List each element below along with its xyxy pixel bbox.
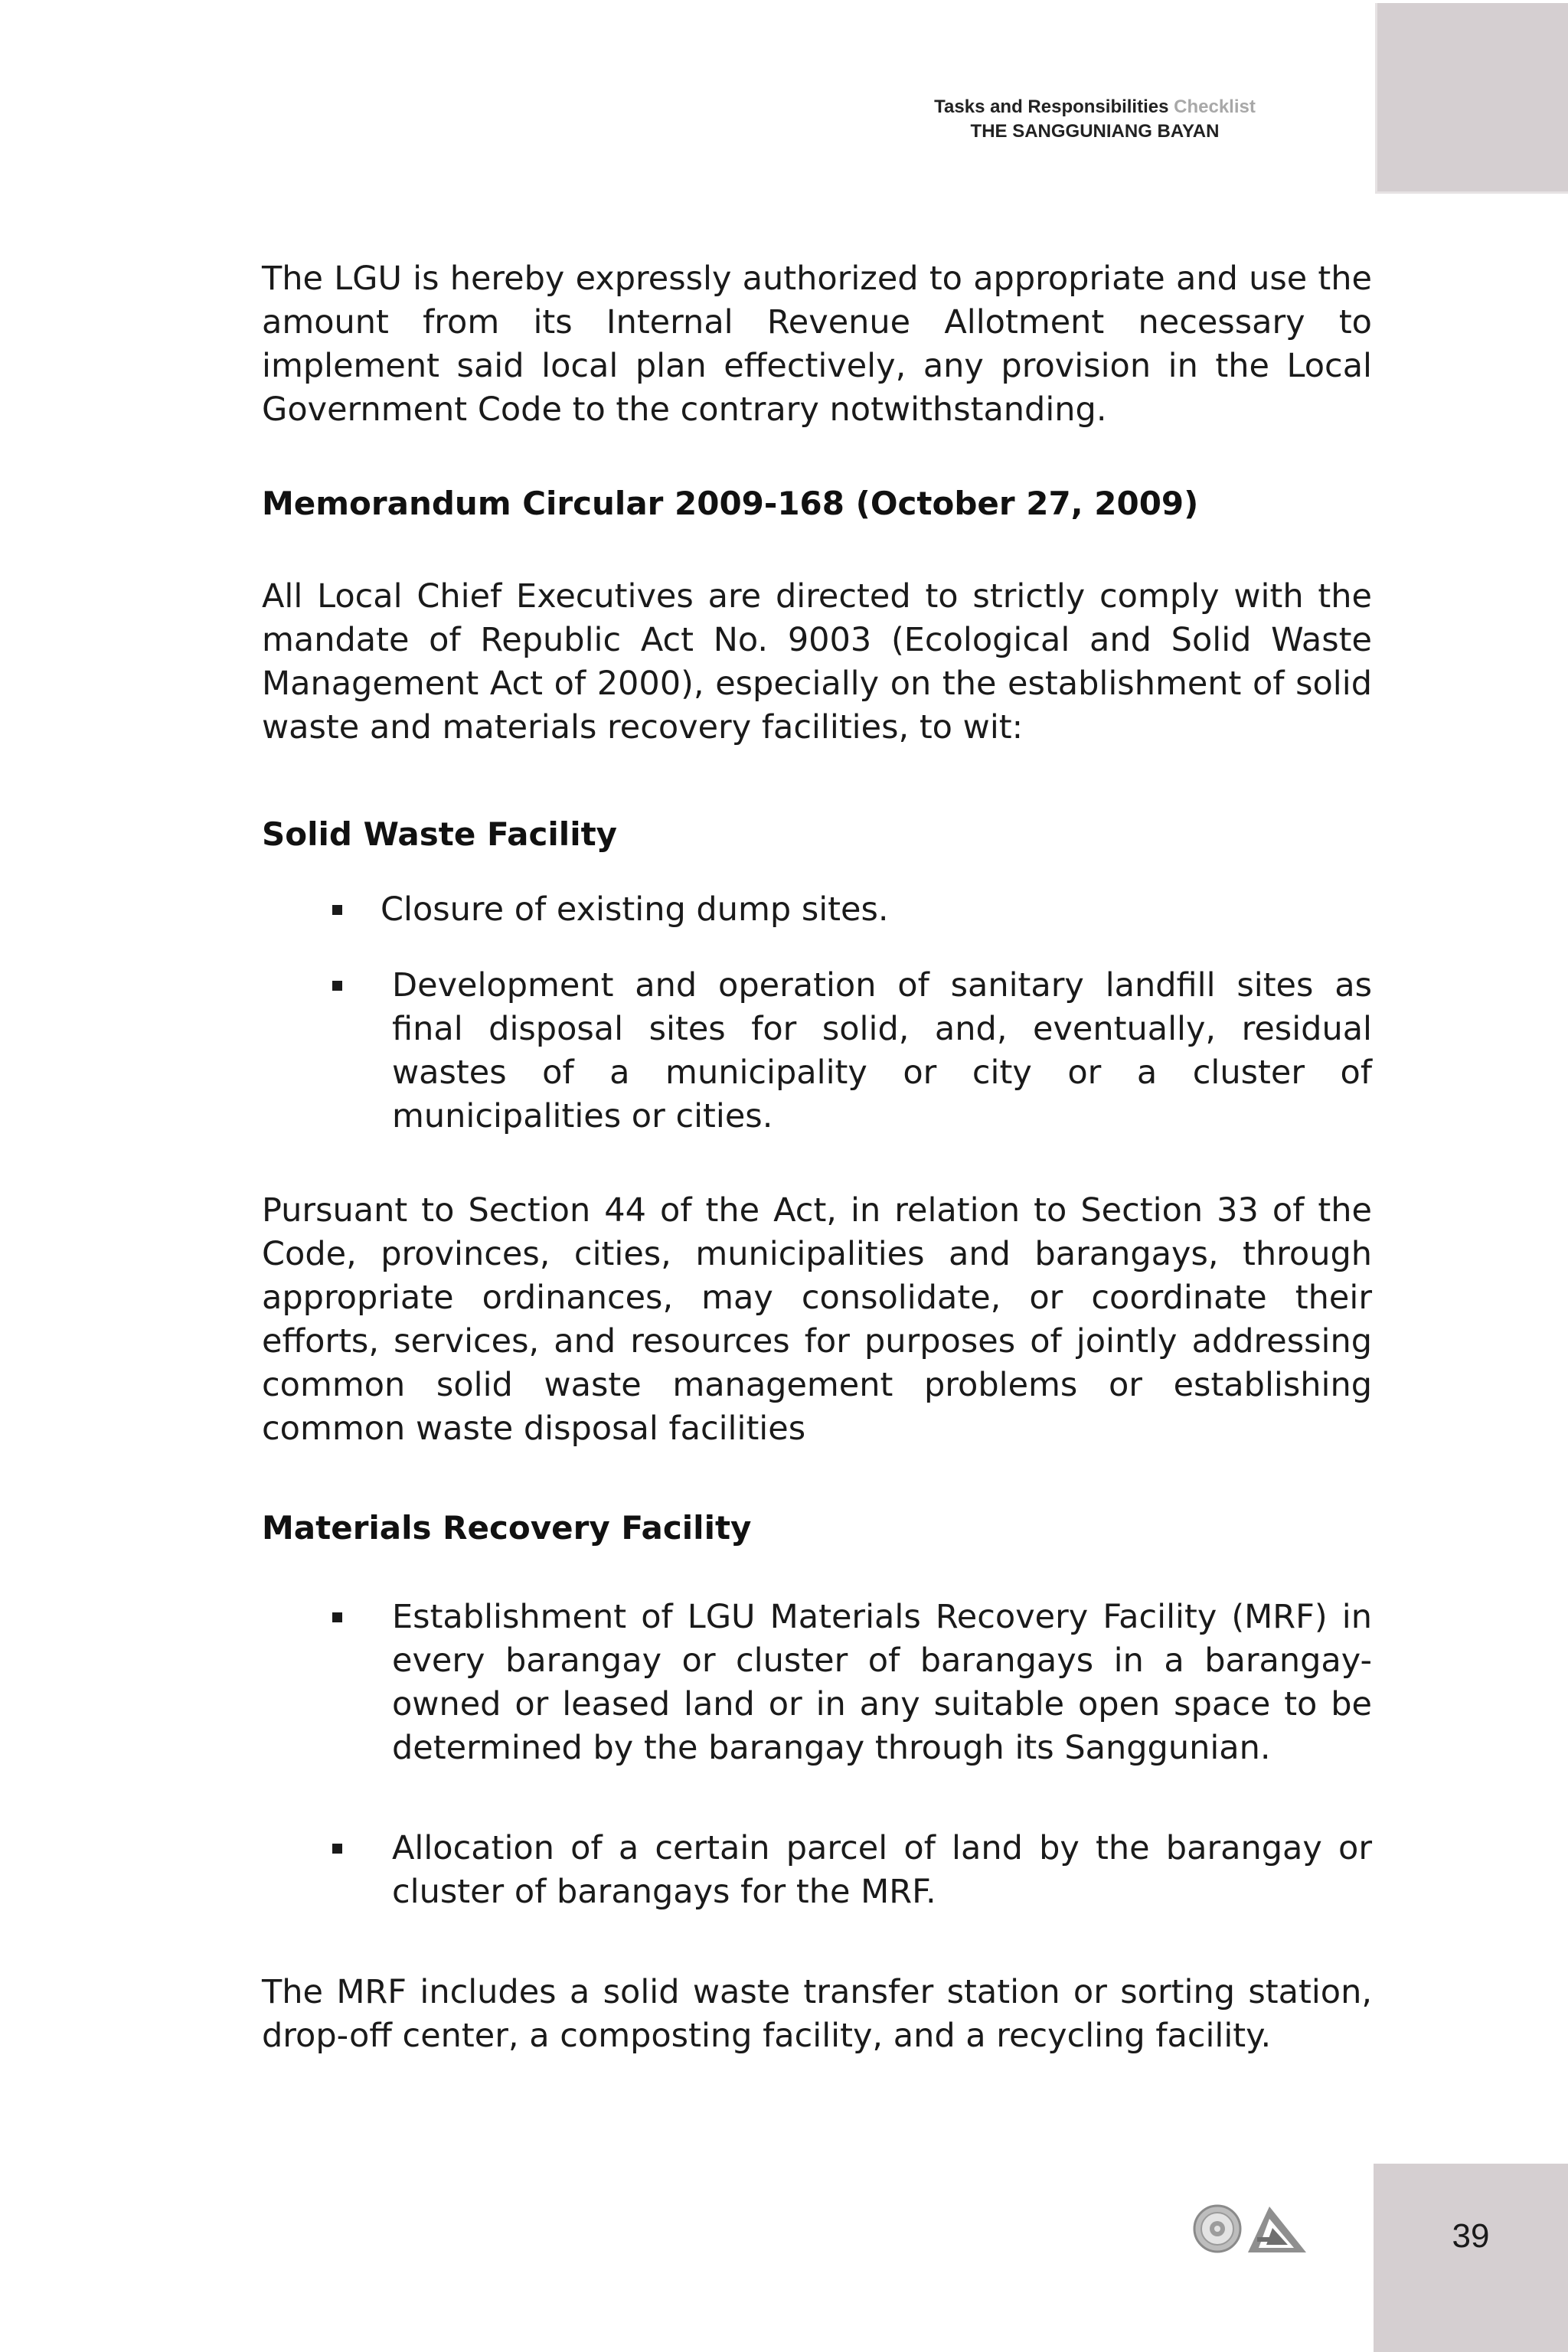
mrf-heading: Materials Recovery Facility [262,1509,752,1547]
pursuant-paragraph: Pursuant to Section 44 of the Act, in relation to Section 33 of the Code, provinces, cities, municipalities and barangays, through appropriate ordinances, may consolidate, or coordinate their efforts, services, and resources for purposes of jointly addressing common solid waste management problems or establishing common waste disposal facilities [262,1191,1372,1448]
list-item-text: Establishment of LGU Materials Recovery Facility (MRF) in every barangay or cluster of barangays in a barangay-owned or leased land or in any suitable open space to be determined by the barangay through its Sanggunian. [392,1598,1372,1767]
list-item-text: Closure of existing dump sites. [381,890,889,929]
square-bullet-icon [332,905,342,915]
corner-tab-top [1375,3,1568,194]
mrf-includes-paragraph: The MRF includes a solid waste transfer station or sorting station, drop-off center, a composting facility, and a recycling facility. [262,1973,1372,2055]
square-bullet-icon [332,981,342,991]
dilg-seal-icon [1194,2206,1240,2252]
lgu-authorization-paragraph: The LGU is hereby expressly authorized to appropriate and use the amount from its Internal Revenue Allotment necessary to implement said local plan effectively, any provision in the Local Government Code to the contrary notwithstanding. [262,260,1372,429]
square-bullet-icon [332,1844,342,1854]
list-item-text: Allocation of a certain parcel of land by the barangay or cluster of barangays for the MRF. [392,1829,1372,1911]
list-item [262,888,1372,932]
list-item [262,1827,1372,1914]
memorandum-paragraph: All Local Chief Executives are directed to strictly comply with the mandate of Republic Act No. 9003 (Ecological and Solid Waste Management Act of 2000), especially on the establishment of solid waste and materials recovery facilities, to wit: [262,577,1372,746]
solid-waste-list [262,888,1372,1138]
header-title: Tasks and Responsibilities [934,96,1169,117]
square-bullet-icon [332,1612,342,1622]
memorandum-heading: Memorandum Circular 2009-168 (October 27, 2009) [262,485,1199,522]
list-item [262,964,1372,1138]
header-title-muted: Checklist [1174,96,1256,117]
running-header [880,95,1309,144]
footer-logos [1193,2202,1315,2256]
page-body [262,257,1372,2058]
list-item [262,1596,1372,1770]
header-line-1 [880,95,1309,119]
solid-waste-heading: Solid Waste Facility [262,815,618,853]
mrf-list [262,1596,1372,1914]
lga-logo-icon [1248,2207,1306,2252]
page-number: 39 [1452,2217,1490,2255]
list-item-text: Development and operation of sanitary landfill sites as final disposal sites for solid, and, eventually, residual wastes of a municipality or city or a cluster of municipalities or cities. [392,966,1372,1135]
header-line-2: THE SANGGUNIANG BAYAN [970,121,1220,142]
corner-tab-bottom [1374,2164,1568,2352]
